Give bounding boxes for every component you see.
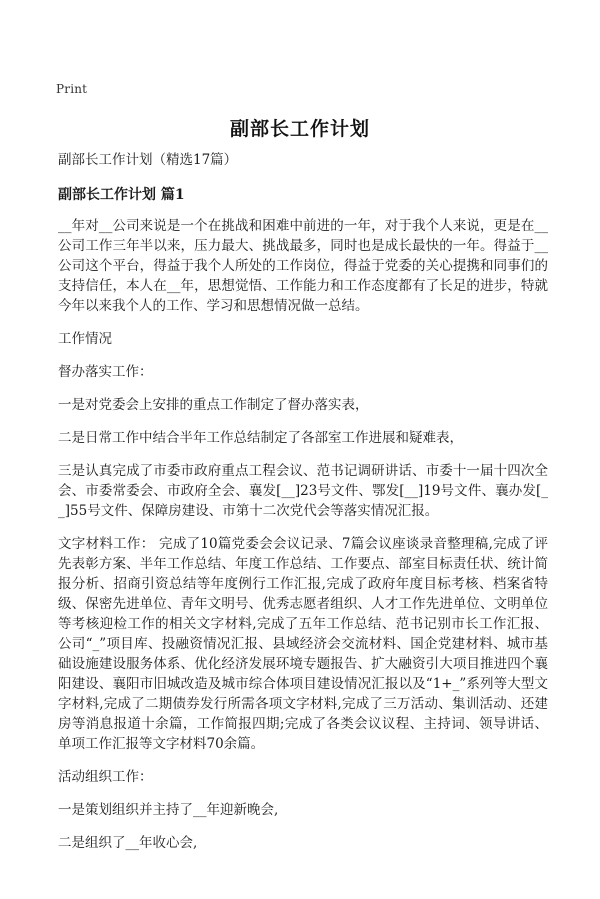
print-link[interactable]: Print [56,82,88,96]
paragraph-activity-2: 二是组织了__年收心会, [58,835,198,851]
paragraph-writing-work: 文字材料工作： 完成了10篇党委会会议记录、7篇会议座谈录音整理稿,完成了评先表彰方案、半年工作总结、年度工作总结、工作要点、部室目标责任状、统计简报分析、招商引资总结等年度例行工作汇报,完成了政府年度目标考核、档案省特级、保密先进单位、青年文明号、优秀志愿者组织、人才工作先进单位、文明单位等考核迎检工作的相关文字材料,完成了五年工作总结、范书记别市长工作汇报、公司“_”项目库、投融资情况汇报、县域经济会交流材料、国企党建材料、城市基础设施建设服务体系、优化经济发展环境专题报告、扩大融资引大项目推进四个襄阳建设、襄阳市旧城改造及城市综合体项目建设情况汇报以及“1+_”系列等大型文字材料,完成了二期债券发行所需各项文字材料,完成了三万活动、集训活动、还建房等消息报道十余篇，工作简报四期;完成了各类会议议程、主持词、领导讲话、单项工作汇报等文字材料70余篇。 [58,536,548,752]
paragraph-work-situation: 工作情况 [58,331,112,347]
section-heading: 副部长工作计划 篇1 [58,187,185,203]
paragraph-intro: __年对__公司来说是一个在挑战和困难中前进的一年，对于我个人来说，更是在__公司工作三年半以来，压力最大、挑战最多，同时也是成长最快的一年。得益于__公司这个平台，得益于我个人所处的工作岗位，得益于党委的关心提携和同事们的支持信任，本人在__年，思想觉悟、工作能力和工作态度都有了长足的进步，特就今年以来我个人的工作、学习和思想情况做一总结。 [58,218,548,314]
paragraph-item-2: 二是日常工作中结合半年工作总结制定了各部室工作进展和疑难表， [58,430,463,446]
paragraph-item-1: 一是对党委会上安排的重点工作制定了督办落实表， [58,397,369,413]
paragraph-supervision-heading: 督办落实工作： [58,364,153,380]
document-subtitle: 副部长工作计划（精选17篇） [58,152,238,168]
paragraph-activities-heading: 活动组织工作： [58,769,153,785]
document-body [58,150,548,866]
document-title: 副部长工作计划 [229,118,370,140]
paragraph-item-3: 三是认真完成了市委市政府重点工程会议、范书记调研讲话、市委十一届十四次全会、市委常委会、市政府全会、襄发[__]23号文件、鄂发[__]19号文件、襄办发[__]55号文件、保障房建设、市第十二次党代会等落实情况汇报。 [58,463,548,519]
paragraph-activity-1: 一是策划组织并主持了__年迎新晚会, [58,802,279,818]
